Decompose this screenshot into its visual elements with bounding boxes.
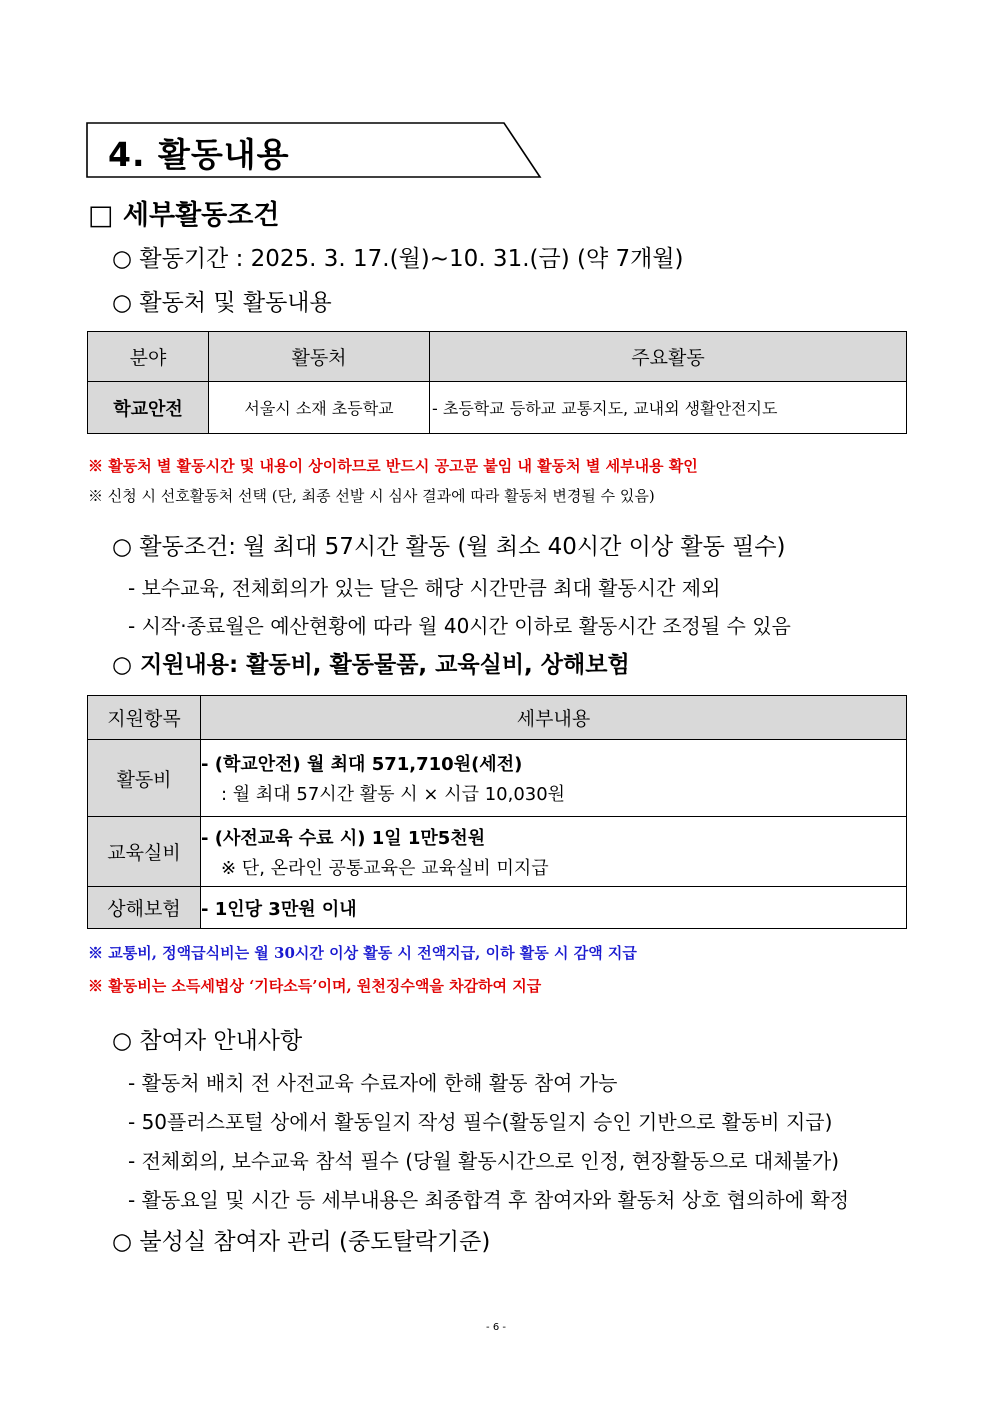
detail-line: - (학교안전) 월 최대 571,710원(세전) bbox=[201, 754, 523, 775]
participant-item: - 전체회의, 보수교육 참석 필수 (당월 활동시간으로 인정, 현장활동으로 대체불가) bbox=[128, 1149, 839, 1173]
col-header-field: 분야 bbox=[88, 332, 209, 382]
note-blue: ※ 교통비, 정액급식비는 월 30시간 이상 활동 시 전액지급, 이하 활동 시 감액 지급 bbox=[88, 944, 637, 962]
note-red-2: ※ 활동비는 소득세법상 ‘기타소득’이며, 원천징수액을 차감하여 지급 bbox=[88, 977, 542, 995]
dropout-heading: ○ 불성실 참여자 관리 (중도탈락기준) bbox=[112, 1229, 491, 1255]
support-table bbox=[87, 695, 907, 929]
support-label: 교육실비 bbox=[88, 817, 201, 887]
participant-item: - 50플러스포털 상에서 활동일지 작성 필수(활동일지 승인 기반으로 활동비 지급) bbox=[128, 1110, 833, 1134]
table-header-row bbox=[88, 332, 907, 382]
condition-item: - 보수교육, 전체회의가 있는 달은 해당 시간만큼 최대 활동시간 제외 bbox=[128, 576, 721, 600]
table-row bbox=[88, 740, 907, 817]
participant-heading: ○ 참여자 안내사항 bbox=[112, 1028, 303, 1054]
support-detail bbox=[201, 817, 907, 887]
conditions-heading: ○ 활동조건: 월 최대 57시간 활동 (월 최소 40시간 이상 활동 필수) bbox=[112, 534, 786, 560]
table-row bbox=[88, 382, 907, 434]
field-cell: 학교안전 bbox=[88, 382, 209, 434]
support-heading: ○ 지원내용: 활동비, 활동물품, 교육실비, 상해보험 bbox=[112, 652, 630, 678]
support-detail bbox=[201, 740, 907, 817]
participant-item: - 활동요일 및 시간 등 세부내용은 최종합격 후 참여자와 활동처 상호 협의하에 확정 bbox=[128, 1188, 850, 1212]
activity-table bbox=[87, 331, 907, 434]
detail-subline: : 월 최대 57시간 활동 시 × 시급 10,030원 bbox=[221, 784, 566, 805]
support-detail: - 1인당 3만원 이내 bbox=[201, 887, 907, 929]
support-label: 상해보험 bbox=[88, 887, 201, 929]
activity-cell: - 초등학교 등하교 교통지도, 교내외 생활안전지도 bbox=[430, 382, 907, 434]
place-cell: 서울시 소재 초등학교 bbox=[209, 382, 430, 434]
col-header-place: 활동처 bbox=[209, 332, 430, 382]
detail-subline: ※ 단, 온라인 공통교육은 교육실비 미지급 bbox=[221, 857, 549, 879]
page-number: - 6 - bbox=[486, 1322, 506, 1333]
note-red-1: ※ 활동처 별 활동시간 및 내용이 상이하므로 반드시 공고문 붙임 내 활동처 별 세부내용 확인 bbox=[88, 457, 698, 475]
support-label: 활동비 bbox=[88, 740, 201, 817]
activity-period: ○ 활동기간 : 2025. 3. 17.(월)~10. 31.(금) (약 7개월) bbox=[112, 246, 684, 272]
table-row bbox=[88, 887, 907, 929]
col-header-detail: 세부내용 bbox=[201, 696, 907, 740]
section-title: 4. 활동내용 bbox=[108, 135, 290, 174]
table-row bbox=[88, 817, 907, 887]
subsection-title: □ 세부활동조건 bbox=[88, 200, 280, 231]
col-header-activity: 주요활동 bbox=[430, 332, 907, 382]
participant-item: - 활동처 배치 전 사전교육 수료자에 한해 활동 참여 가능 bbox=[128, 1071, 618, 1095]
table-header-row bbox=[88, 696, 907, 740]
col-header-item: 지원항목 bbox=[88, 696, 201, 740]
section-header bbox=[86, 122, 542, 178]
condition-item: - 시작·종료월은 예산현황에 따라 월 40시간 이하로 활동시간 조정될 수 있음 bbox=[128, 614, 791, 638]
note-1: ※ 신청 시 선호활동처 선택 (단, 최종 선발 시 심사 결과에 따라 활동처 변경될 수 있음) bbox=[88, 487, 655, 505]
places-heading: ○ 활동처 및 활동내용 bbox=[112, 290, 332, 316]
detail-line: - (사전교육 수료 시) 1일 1만5천원 bbox=[201, 827, 486, 849]
